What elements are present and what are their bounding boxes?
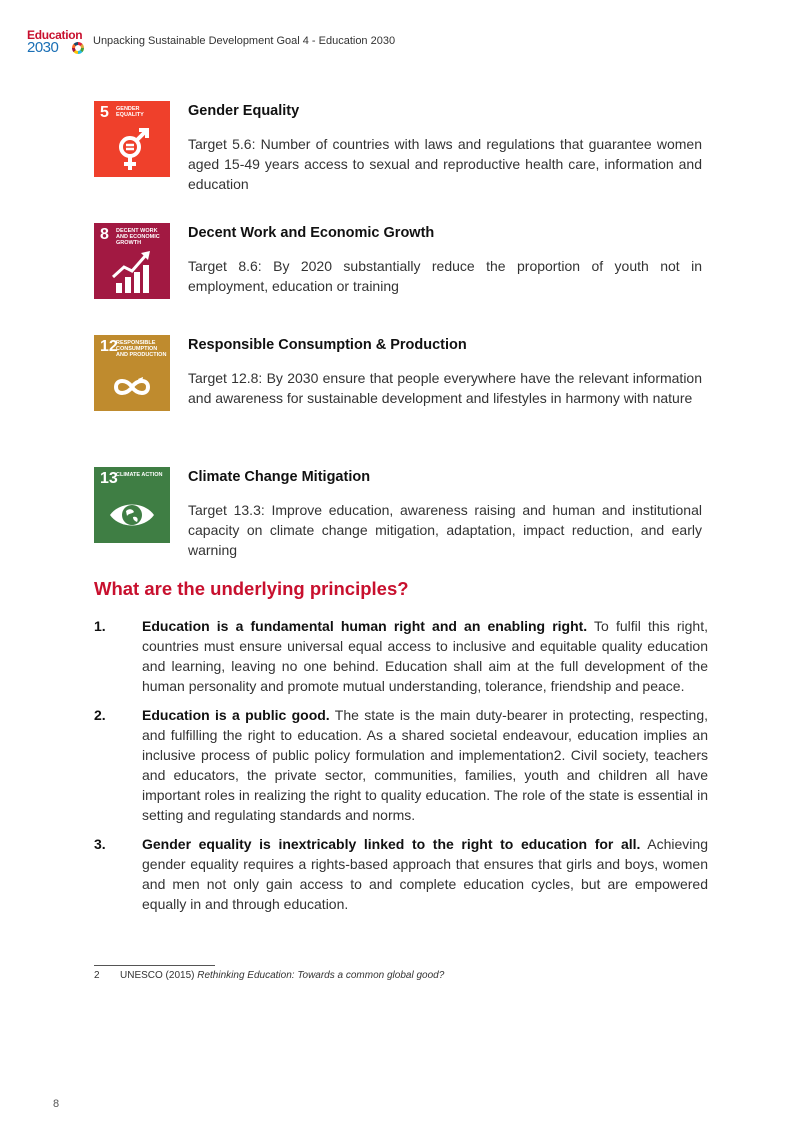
- footnote-title: Rethinking Education: Towards a common global good?: [197, 970, 445, 981]
- sdg-8-tile: [94, 223, 170, 299]
- goal-caption: GENDER EQUALITY: [116, 106, 144, 118]
- sdg-5-tile: [94, 101, 170, 177]
- principles-list: [94, 616, 708, 923]
- goal-number: 13: [100, 470, 118, 487]
- footnote-divider: [94, 965, 215, 966]
- principle-text: Achieving gender equality requires a rights-based approach that ensures that girls and boys, women and men not only gain access to and complete education cycles, but are empowered equally in and through education.: [142, 836, 708, 912]
- logo-line-1: Education: [27, 28, 83, 42]
- goal-target: Target 8.6: By 2020 substantially reduce the proportion of youth not in employment, education or training: [188, 258, 702, 294]
- list-item: [94, 834, 708, 914]
- footnote-source: UNESCO (2015): [120, 970, 198, 981]
- gender-equality-icon: [108, 125, 156, 173]
- principle-text: To fulfil this right, countries must ensure universal equal access to inclusive and equitable quality education and learning, leaving no one behind. Education shall aim at the full development of the human personality and promote mutual understanding, tolerance, friendship and peace.: [142, 618, 708, 694]
- goal-title: Decent Work and Economic Growth: [188, 225, 435, 241]
- goal-target: Target 13.3: Improve education, awareness raising and human and institutional capacity on climate change mitigation, adaptation, impact reduction, and early warning: [188, 502, 702, 558]
- section-heading: What are the underlying principles?: [94, 578, 409, 599]
- goal-caption: RESPONSIBLE CONSUMPTION AND PRODUCTION: [116, 340, 167, 358]
- footnote-number: 2: [94, 970, 100, 981]
- goal-target: Target 12.8: By 2030 ensure that people everywhere have the relevant information and awareness for sustainable development and lifestyles in harmony with nature: [188, 370, 702, 406]
- principle-lead: Education is a public good.: [142, 707, 330, 723]
- sdg-13-tile: [94, 467, 170, 543]
- principle-number: 3.: [94, 836, 106, 852]
- list-item: [94, 616, 708, 696]
- education-2030-logo: [27, 28, 89, 56]
- sdg-wheel-icon: [72, 42, 84, 54]
- goal-caption: CLIMATE ACTION: [116, 472, 163, 478]
- page-number: 8: [53, 1098, 60, 1110]
- principle-number: 1.: [94, 618, 106, 634]
- sdg-12-tile: [94, 335, 170, 411]
- principle-text: The state is the main duty-bearer in protecting, respecting, and fulfilling the right to education. As a shared societal endeavour, education implies an inclusive process of public policy formulation and implementation2. Civil society, teachers and educators, the private sector, communities, families, youth and children all have important roles in realizing the right to quality education. The role of the state is essential in setting and regulating standards and norms.: [142, 707, 708, 823]
- list-item: [94, 705, 708, 825]
- header-title: Unpacking Sustainable Development Goal 4 - Education 2030: [93, 35, 396, 47]
- goal-target: Target 5.6: Number of countries with laws and regulations that guarantee women aged 15-49 years access to sexual and reproductive health care, information and education: [188, 136, 702, 192]
- goal-caption: DECENT WORK AND ECONOMIC GROWTH: [116, 228, 160, 246]
- goal-title: Responsible Consumption & Production: [188, 337, 467, 353]
- infinity-icon: [108, 359, 156, 407]
- goal-number: 5: [100, 104, 109, 121]
- principle-lead: Education is a fundamental human right and an enabling right.: [142, 618, 588, 634]
- footnote: [94, 970, 444, 981]
- goal-number: 8: [100, 226, 109, 243]
- principle-number: 2.: [94, 707, 106, 723]
- logo-line-2: 2030: [27, 39, 59, 56]
- goal-title: Gender Equality: [188, 103, 300, 119]
- eye-globe-icon: [108, 491, 156, 539]
- growth-chart-icon: [108, 247, 156, 295]
- goal-title: Climate Change Mitigation: [188, 469, 371, 485]
- principle-lead: Gender equality is inextricably linked to the right to education for all.: [142, 836, 641, 852]
- goal-number: 12: [100, 338, 118, 355]
